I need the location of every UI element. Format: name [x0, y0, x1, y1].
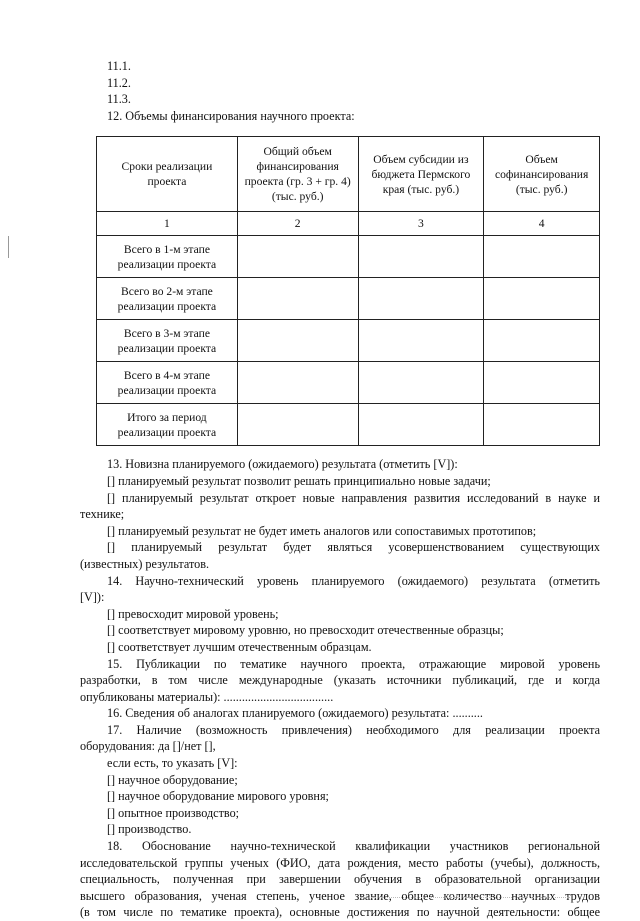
item-13-option: [] планируемый результат позволит решать принципиально новые задачи;	[107, 473, 491, 488]
item-16-heading: 16. Сведения об аналогах планируемого (ожидаемого) результата: ..........	[107, 706, 483, 721]
item-14-heading-cont: [V]):	[80, 590, 105, 605]
item-17-line: 17. Наличие (возможность привлечения) необходимого для реализации проекта	[107, 722, 600, 737]
item-18-line: 18. Обоснование научно-технической квалификации участников региональной	[107, 839, 600, 854]
row-label: Итого за период реализации проекта	[97, 404, 238, 446]
column-number: 2	[237, 212, 358, 236]
table-cell-empty	[237, 278, 358, 320]
table-header-row	[97, 137, 600, 212]
header-periods: Сроки реализации проекта	[97, 137, 238, 212]
table-cell-empty	[358, 278, 484, 320]
item-13-option-cont: (известных) результатов.	[80, 556, 210, 571]
column-number: 4	[484, 212, 600, 236]
financing-table	[96, 136, 600, 446]
table-cell-empty	[237, 404, 358, 446]
item-11-3: 11.3.	[107, 92, 131, 107]
table-cell-empty	[484, 278, 600, 320]
item-14-option: [] соответствует мировому уровню, но превосходит отечественные образцы;	[107, 623, 504, 638]
table-column-numbers-row	[97, 212, 600, 236]
scan-artifact	[360, 897, 570, 900]
item-18-line: исследовательской группы ученых (ФИО, дата рождения, место работы (учебы), должность,	[80, 855, 600, 870]
table-row	[97, 404, 600, 446]
table-cell-empty	[484, 362, 600, 404]
item-15-line: 15. Публикации по тематике научного проекта, отражающие мировой уровень	[107, 656, 600, 671]
item-12-heading: 12. Объемы финансирования научного проекта:	[107, 108, 355, 123]
item-17-option: [] научное оборудование;	[107, 772, 238, 787]
table-row	[97, 236, 600, 278]
item-17-option: [] опытное производство;	[107, 805, 240, 820]
item-15-line: опубликованы материалы): ....................................	[80, 689, 334, 704]
item-13-option: [] планируемый результат не будет иметь аналогов или сопоставимых прототипов;	[107, 523, 537, 538]
header-subsidy: Объем субсидии из бюджета Пермского края (тыс. руб.)	[358, 137, 484, 212]
item-11-1: 11.1.	[107, 59, 131, 73]
column-number: 3	[358, 212, 484, 236]
document-page	[80, 58, 600, 921]
item-17-line: оборудования: да []/нет [],	[80, 739, 216, 754]
table-cell-empty	[484, 320, 600, 362]
table-cell-empty	[237, 362, 358, 404]
table-row	[97, 278, 600, 320]
item-17-option: [] научное оборудование мирового уровня;	[107, 789, 329, 804]
item-11-2: 11.2.	[107, 75, 131, 90]
header-total-financing: Общий объем финансирования проекта (гр. 3 + гр. 4) (тыс. руб.)	[237, 137, 358, 212]
table-cell-empty	[237, 320, 358, 362]
table-cell-empty	[358, 320, 484, 362]
item-15-line: разработки, в том числе международные (указать источники публикаций, где и когда	[80, 673, 600, 688]
table-row	[97, 320, 600, 362]
row-label: Всего в 1-м этапе реализации проекта	[97, 236, 238, 278]
item-14-heading: 14. Научно-технический уровень планируемого (ожидаемого) результата (отметить	[107, 573, 600, 588]
table-cell-empty	[358, 404, 484, 446]
item-18-line: высшего образования, ученая степень, ученое звание, общее количество научных трудов	[80, 888, 600, 903]
row-label: Всего во 2-м этапе реализации проекта	[97, 278, 238, 320]
item-17-option: [] производство.	[107, 822, 192, 837]
table-cell-empty	[358, 236, 484, 278]
scan-mark	[8, 236, 9, 258]
table-row	[97, 362, 600, 404]
item-14-option: [] превосходит мировой уровень;	[107, 606, 279, 621]
table-cell-empty	[484, 404, 600, 446]
column-number: 1	[97, 212, 238, 236]
item-13-option: [] планируемый результат будет являться усовершенствованием существующих	[107, 540, 600, 555]
row-label: Всего в 4-м этапе реализации проекта	[97, 362, 238, 404]
item-18-line: (в том числе по тематике проекта), основные достижения по научной деятельности: общее	[80, 905, 600, 920]
row-label: Всего в 3-м этапе реализации проекта	[97, 320, 238, 362]
item-17-line: если есть, то указать [V]:	[107, 756, 238, 771]
table-cell-empty	[237, 236, 358, 278]
item-13-heading: 13. Новизна планируемого (ожидаемого) результата (отметить [V]):	[107, 457, 458, 472]
item-18-line: специальность, полученная при завершении обучения в образовательной организации	[80, 872, 600, 887]
table-cell-empty	[484, 236, 600, 278]
table-cell-empty	[358, 362, 484, 404]
item-13-option-cont: технике;	[80, 507, 125, 522]
header-cofinancing: Объем софинансирования (тыс. руб.)	[484, 137, 600, 212]
item-14-option: [] соответствует лучшим отечественным образцам.	[107, 639, 372, 654]
item-13-option: [] планируемый результат откроет новые направления развития исследований в науке и	[107, 490, 600, 505]
